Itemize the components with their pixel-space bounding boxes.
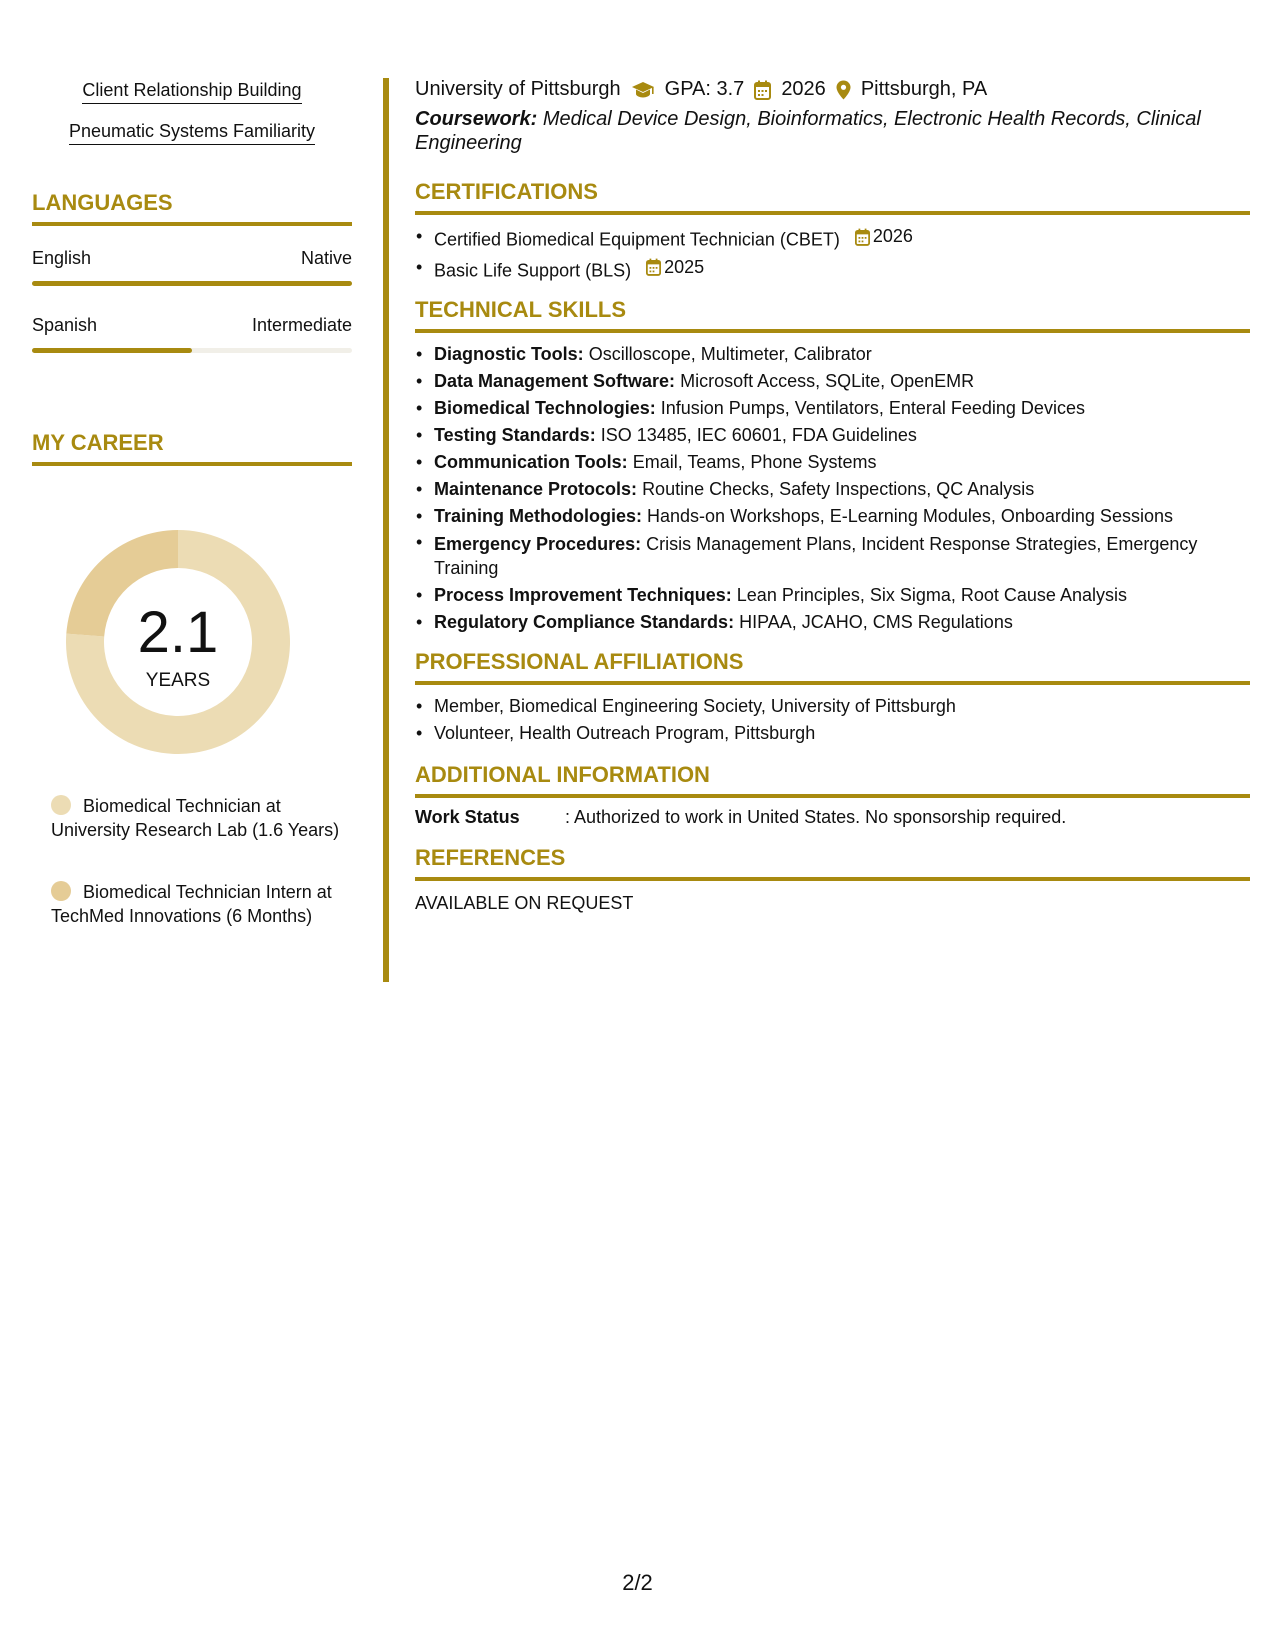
affiliation-item: • Volunteer, Health Outreach Program, Pittsburgh xyxy=(415,720,1250,747)
career-donut-chart xyxy=(66,530,290,754)
references-section xyxy=(415,845,1250,914)
skill-row: • Testing Standards: ISO 13485, IEC 60601, FDA Guidelines xyxy=(415,422,1250,449)
language-proficiency-bar xyxy=(32,348,352,353)
sidebar xyxy=(32,80,352,926)
skill-row: • Data Management Software: Microsoft Access, SQLite, OpenEMR xyxy=(415,368,1250,395)
coursework-list: Medical Device Design, Bioinformatics, Electronic Health Records, Clinical Engineering xyxy=(415,108,1201,154)
coursework xyxy=(415,107,1250,155)
skill-item: Pneumatic Systems Familiarity xyxy=(32,121,352,145)
skill-row: • Emergency Procedures: Crisis Management Plans, Incident Response Strategies, Emergency Training xyxy=(415,530,1250,582)
language-item xyxy=(32,248,352,286)
section-rule xyxy=(415,794,1250,798)
affiliation-item: • Member, Biomedical Engineering Society, University of Pittsburgh xyxy=(415,693,1250,720)
section-rule xyxy=(415,877,1250,881)
skill-item: Client Relationship Building xyxy=(32,80,352,104)
language-proficiency-fill xyxy=(32,281,352,286)
work-status-label: Work Status xyxy=(415,807,520,827)
technical-skills-heading: TECHNICAL SKILLS xyxy=(415,297,627,322)
language-proficiency-fill xyxy=(32,348,192,353)
additional-info-heading: ADDITIONAL INFORMATION xyxy=(415,762,710,787)
language-proficiency-bar xyxy=(32,281,352,286)
section-rule xyxy=(415,681,1250,685)
skill-row: • Communication Tools: Email, Teams, Phone Systems xyxy=(415,449,1250,476)
certification-item xyxy=(415,223,1250,254)
legend-dot xyxy=(51,795,71,815)
main-content xyxy=(415,78,1250,914)
technical-skills-section xyxy=(415,297,1250,636)
work-status-row xyxy=(415,807,1250,828)
certification-item xyxy=(415,254,1250,285)
career-legend-item xyxy=(51,880,341,928)
section-rule xyxy=(415,329,1250,333)
skill-row: • Diagnostic Tools: Oscilloscope, Multimeter, Calibrator xyxy=(415,341,1250,368)
career-total: 2.1 xyxy=(137,600,219,665)
certifications-section xyxy=(415,179,1250,284)
language-item xyxy=(32,315,352,353)
skill-row: • Regulatory Compliance Standards: HIPAA, JCAHO, CMS Regulations xyxy=(415,609,1250,636)
career-legend-item xyxy=(51,794,341,842)
school-name: University of Pittsburgh xyxy=(415,78,621,100)
additional-info-section xyxy=(415,762,1250,828)
section-rule xyxy=(32,222,352,226)
language-name: Spanish xyxy=(32,315,98,335)
coursework-label: Coursework: xyxy=(415,108,538,130)
skill-row: • Process Improvement Techniques: Lean Principles, Six Sigma, Root Cause Analysis xyxy=(415,582,1250,609)
legend-label: Biomedical Technician at University Research Lab (1.6 Years) xyxy=(51,796,340,840)
column-divider xyxy=(383,78,389,982)
affiliations-heading: PROFESSIONAL AFFILIATIONS xyxy=(415,649,744,674)
languages-section xyxy=(32,190,352,353)
certification-date: 2025 xyxy=(646,254,704,281)
skill-row: • Training Methodologies: Hands-on Workshops, E-Learning Modules, Onboarding Sessions xyxy=(415,503,1250,530)
legend-label: Biomedical Technician Intern at TechMed Innovations (6 Months) xyxy=(51,882,332,926)
references-text: AVAILABLE ON REQUEST xyxy=(415,893,634,913)
language-name: English xyxy=(32,248,92,268)
languages-heading: LANGUAGES xyxy=(32,190,173,215)
certification-name: Certified Biomedical Equipment Technician (CBET) xyxy=(434,229,840,250)
career-section xyxy=(32,430,352,466)
affiliations-section xyxy=(415,649,1250,747)
skill-row: • Biomedical Technologies: Infusion Pumps, Ventilators, Enteral Feeding Devices xyxy=(415,395,1250,422)
references-heading: REFERENCES xyxy=(415,845,566,870)
section-rule xyxy=(32,462,352,466)
calendar-icon xyxy=(754,80,771,100)
graduation-cap-icon xyxy=(631,81,655,99)
certification-name: Basic Life Support (BLS) xyxy=(434,260,632,280)
skill-row: • Maintenance Protocols: Routine Checks, Safety Inspections, QC Analysis xyxy=(415,476,1250,503)
school-location: Pittsburgh, PA xyxy=(860,78,988,100)
language-level: Intermediate xyxy=(251,315,352,335)
section-rule xyxy=(415,211,1250,215)
career-heading: MY CAREER xyxy=(32,430,164,455)
calendar-icon xyxy=(855,228,870,246)
career-unit: YEARS xyxy=(145,670,211,691)
certifications-heading: CERTIFICATIONS xyxy=(415,179,598,204)
calendar-icon xyxy=(646,258,661,276)
language-level: Native xyxy=(300,248,352,268)
legend-dot xyxy=(51,881,71,901)
map-pin-icon xyxy=(836,80,851,100)
work-status-value: : Authorized to work in United States. No sponsorship required. xyxy=(565,807,1067,827)
page-number: 2/2 xyxy=(622,1570,653,1595)
education-line xyxy=(415,78,1250,101)
graduation-year: 2026 xyxy=(781,78,826,100)
gpa: GPA: 3.7 xyxy=(664,78,745,100)
certification-date: 2026 xyxy=(855,223,913,250)
